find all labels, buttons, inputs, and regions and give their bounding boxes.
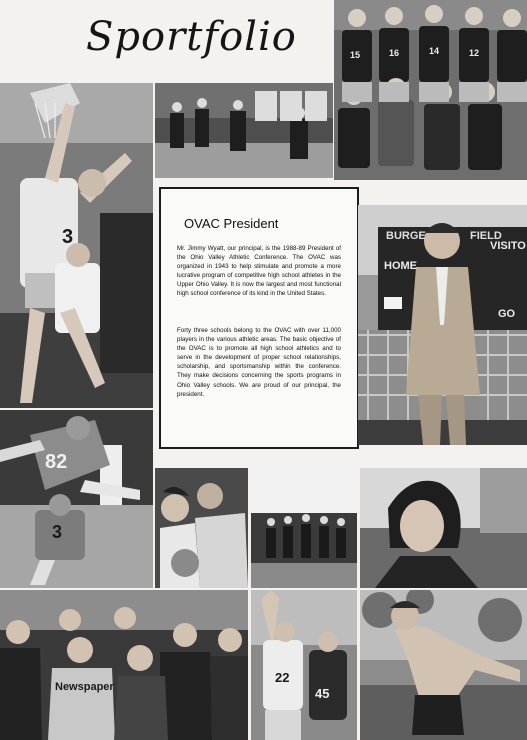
- scoreboard-text: VISITO: [490, 240, 526, 252]
- scoreboard-text: HOME: [384, 260, 417, 272]
- jersey-number: 22: [275, 670, 290, 685]
- scoreboard-text: GO: [498, 308, 516, 320]
- photo-basketball-game: [251, 590, 357, 740]
- photo-shot-put: [360, 590, 527, 740]
- scoreboard-text: BURGE: [386, 230, 426, 242]
- photo-basketball-rebound: [0, 83, 153, 408]
- jersey-number: 3: [62, 226, 74, 248]
- jersey-number: 3: [52, 522, 63, 542]
- article-paragraph: Mr. Jimmy Wyatt, our principal, is the 1988-89 President of the Ohio Valley Athletic Conference. The OVAC was organized in 1943 to help stimulate and promote a more lucrative program of competitive high school athletes in the Upper Ohio Valley. It is now the largest and most functional high school conference of its kind in the United States.: [177, 245, 341, 298]
- photo-cheerleaders-gym: [251, 468, 357, 588]
- jersey-number: 82: [45, 451, 68, 473]
- article-paragraph: Forty three schools belong to the OVAC with over 11,000 players in the various athletic areas. The basic objective of the OVAC is to promote all high school athletics and to serve in the development of proper school relationships, scholarship, and sportsmanship within the conference. They make decisions concerning the sports programs in Ohio Valley schools. We are proud of our principal, the president.: [177, 327, 341, 398]
- jersey-number: 12: [469, 48, 480, 58]
- sweater-text: Newspaper: [55, 681, 114, 693]
- jersey-number: 16: [389, 48, 400, 58]
- jersey-number: 15: [350, 50, 361, 60]
- jersey-number: 45: [315, 686, 330, 701]
- photo-basketball-huddle: [155, 468, 248, 588]
- photo-students-group: [0, 590, 248, 740]
- photo-girls-team: [334, 0, 527, 180]
- scoreboard-text: FIELD: [470, 230, 502, 242]
- photo-girl-portrait: [360, 468, 527, 588]
- photo-cheerleaders-court: [155, 83, 333, 178]
- page-title: Sportfolio: [86, 14, 297, 60]
- article-ovac-president: [159, 187, 359, 449]
- article-heading: OVAC President: [184, 216, 279, 231]
- photo-principal-scoreboard: [358, 205, 527, 445]
- photo-football-tackle: [0, 410, 153, 588]
- jersey-number: 14: [429, 46, 440, 56]
